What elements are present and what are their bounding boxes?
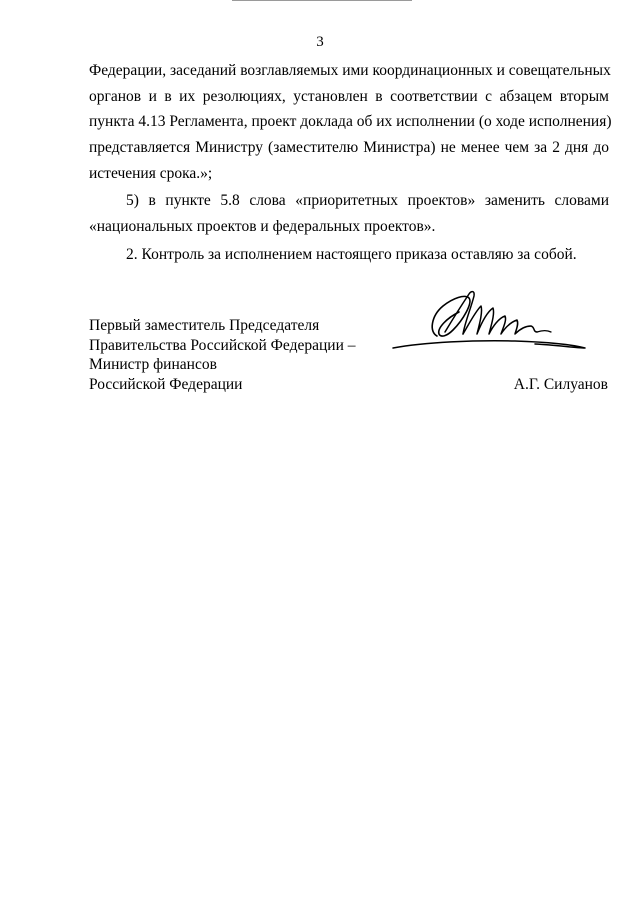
body-line: пункта 4.13 Регламента, проект доклада об их исполнении (о ходе исполнения) — [89, 113, 612, 131]
signer-position-line: Российской Федерации — [89, 375, 243, 393]
document-body — [89, 58, 612, 268]
body-line: истечения срока.»; — [89, 164, 213, 182]
signer-name: А.Г. Силуанов — [513, 376, 608, 393]
top-edge-rule — [232, 0, 412, 1]
signer-position-line: Первый заместитель Председателя — [89, 317, 320, 334]
body-line: представляется Министру (заместителю Министра) не менее чем за 2 дня до — [89, 139, 609, 157]
body-line: «национальных проектов и федеральных проектов». — [89, 218, 436, 236]
signer-position-line: Правительства Российской Федерации – — [89, 336, 356, 354]
body-line-clause-2: 2. Контроль за исполнением настоящего приказа оставляю за собой. — [126, 245, 577, 263]
body-line: Федерации, заседаний возглавляемых ими координационных и совещательных — [89, 62, 611, 79]
body-line-item-5: 5) в пункте 5.8 слова «приоритетных проектов» заменить словами — [126, 192, 609, 210]
page-number: 3 — [316, 34, 324, 50]
signer-position — [89, 316, 356, 394]
signer-position-line: Министр финансов — [89, 356, 217, 373]
handwritten-signature — [385, 282, 595, 362]
body-line: органов и в их резолюциях, установлен в соответствии с абзацем вторым — [89, 87, 609, 105]
